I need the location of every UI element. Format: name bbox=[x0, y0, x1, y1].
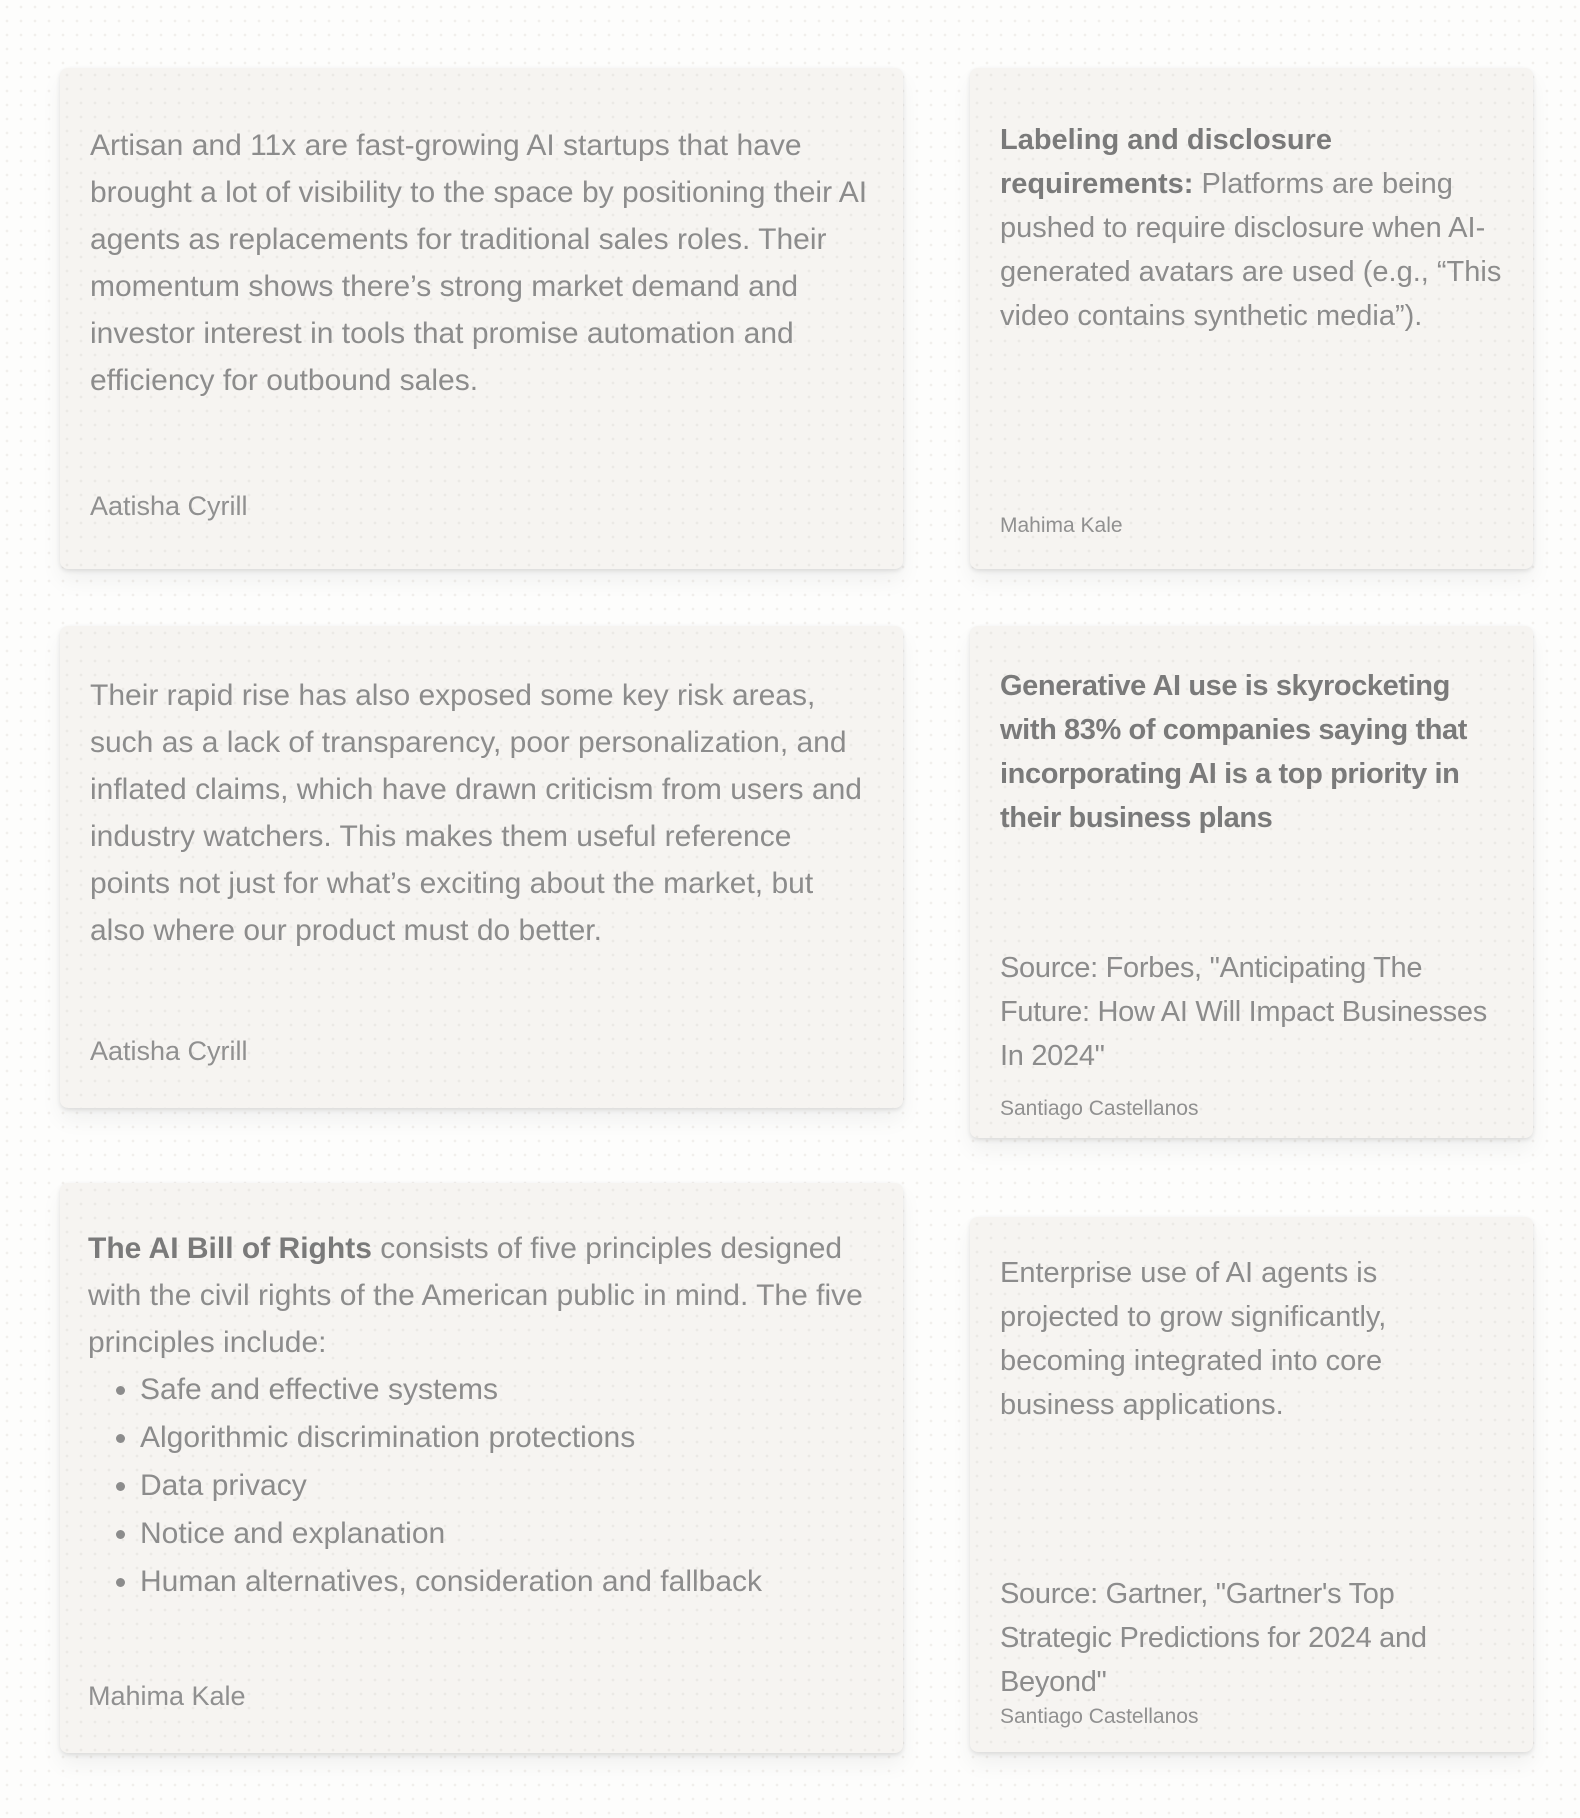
principles-list bbox=[88, 1366, 875, 1606]
sticky-note-risk-areas[interactable] bbox=[60, 626, 903, 1108]
note-body bbox=[1000, 118, 1503, 338]
sticky-note-enterprise-ai-agents[interactable] bbox=[970, 1217, 1533, 1752]
note-headline: Generative AI use is skyrocketing with 83% of companies saying that incorporating AI is a top priority in their business plans bbox=[1000, 670, 1468, 834]
note-lead-bold: Labeling and disclosure requirements: bbox=[1000, 124, 1332, 200]
note-author: Santiago Castellanos bbox=[1000, 1097, 1199, 1120]
note-body: Artisan and 11x are fast-growing AI startups that have brought a lot of visibility to the space by positioning their AI agents as replacements for traditional sales roles. Their momentum shows there’s strong market demand and investor interest in tools that promise automation and efficiency for outbound sales. bbox=[90, 129, 868, 397]
sticky-note-genai-statistic[interactable] bbox=[970, 626, 1533, 1138]
sticky-note-artisan-11x[interactable] bbox=[60, 68, 903, 569]
bullet-item: • Algorithmic discrimination protections bbox=[140, 1414, 875, 1462]
note-author: Aatisha Cyrill bbox=[90, 491, 248, 521]
note-author: Mahima Kale bbox=[1000, 514, 1123, 537]
note-lead-rest: Platforms are being pushed to require disclosure when AI-generated avatars are used (e.g., “This video contains synthetic media”). bbox=[1000, 168, 1502, 332]
note-body: Enterprise use of AI agents is projected to grow significantly, becoming integrated into core business applications. bbox=[1000, 1257, 1387, 1421]
note-author: Mahima Kale bbox=[88, 1681, 246, 1711]
note-body: Their rapid rise has also exposed some key risk areas, such as a lack of transparency, poor personalization, and inflated claims, which have drawn criticism from users and industry watchers. This makes them useful reference points not just for what’s exciting about the market, but also where our product must do better. bbox=[90, 679, 862, 947]
note-source: Source: Gartner, "Gartner's Top Strategic Predictions for 2024 and Beyond" bbox=[1000, 1578, 1427, 1698]
bullet-item: • Data privacy bbox=[140, 1462, 875, 1510]
sticky-note-labeling-disclosure[interactable] bbox=[970, 68, 1533, 569]
note-body bbox=[88, 1225, 875, 1366]
bullet-item: • Safe and effective systems bbox=[140, 1366, 875, 1414]
bullet-item: • Human alternatives, consideration and fallback bbox=[140, 1558, 875, 1606]
note-lead-bold: The AI Bill of Rights bbox=[88, 1232, 372, 1265]
note-lead-rest: consists of five principles designed with the civil rights of the American public in mind. The five principles include: bbox=[88, 1232, 863, 1359]
note-author: Aatisha Cyrill bbox=[90, 1036, 248, 1066]
bullet-item: • Notice and explanation bbox=[140, 1510, 875, 1558]
sticky-note-ai-bill-of-rights[interactable] bbox=[60, 1183, 903, 1753]
note-source: Source: Forbes, "Anticipating The Future: How AI Will Impact Businesses In 2024" bbox=[1000, 952, 1487, 1072]
note-author: Santiago Castellanos bbox=[1000, 1705, 1199, 1728]
